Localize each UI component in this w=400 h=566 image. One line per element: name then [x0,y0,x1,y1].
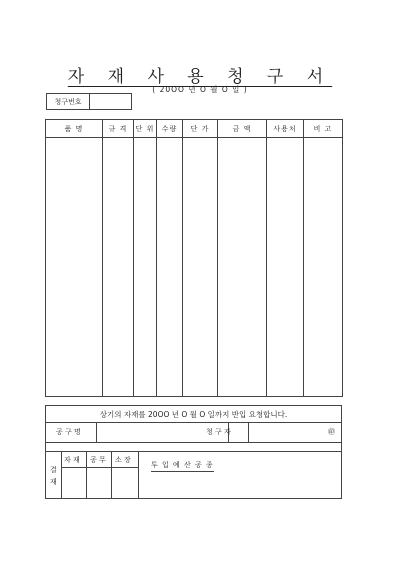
header-spec: 규 격 [103,120,134,138]
approval-section [46,451,341,498]
cell-unit-price[interactable] [183,138,218,397]
header-amount: 금 액 [218,120,267,138]
materials-table [45,119,343,397]
header-quantity: 수량 [157,120,183,138]
divider [86,451,87,498]
requester-field[interactable] [249,422,329,442]
header-item-name: 품 명 [46,120,103,138]
seal-mark: ㊞ [328,428,335,436]
request-number-label: 청구번호 [47,94,90,109]
request-number-box [46,93,132,110]
document-date: ( 20OO 년 O 월 O 일 ) [152,85,248,94]
divider [61,451,62,498]
investment-budget-label: 투 입 예 산 공 종 [151,460,214,472]
cell-unit[interactable] [134,138,157,397]
delivery-notice: 상기의 자재를 20OO 년 O 월 O 일까지 반입 요청합니다. [46,406,341,423]
divider [138,451,139,498]
cell-quantity[interactable] [157,138,183,397]
site-requester-row [46,422,341,443]
approval-label-top: 결 [50,466,57,474]
header-unit: 단 위 [134,120,157,138]
cell-amount[interactable] [218,138,267,397]
table-body-row [46,138,343,397]
site-label: 공 구 명 [56,428,81,436]
table-header-row [46,120,343,138]
requester-label: 청 구 자 [206,428,231,436]
document-title: 자 재 사 용 청 구 서 [67,67,333,87]
cell-remarks[interactable] [304,138,343,397]
header-remarks: 비 고 [304,120,343,138]
header-usage-place: 사용처 [267,120,304,138]
approver-admin: 공 무 [90,456,106,464]
cell-usage-place[interactable] [267,138,304,397]
request-number-field[interactable] [90,94,131,109]
cell-spec[interactable] [103,138,134,397]
request-footer [45,405,342,499]
divider [61,467,138,468]
divider [111,451,112,498]
approver-manager: 소 장 [115,456,131,464]
cell-item-name[interactable] [46,138,103,397]
approver-materials: 자 재 [64,456,80,464]
header-unit-price: 단 가 [183,120,218,138]
approval-label-bottom: 재 [50,478,57,486]
